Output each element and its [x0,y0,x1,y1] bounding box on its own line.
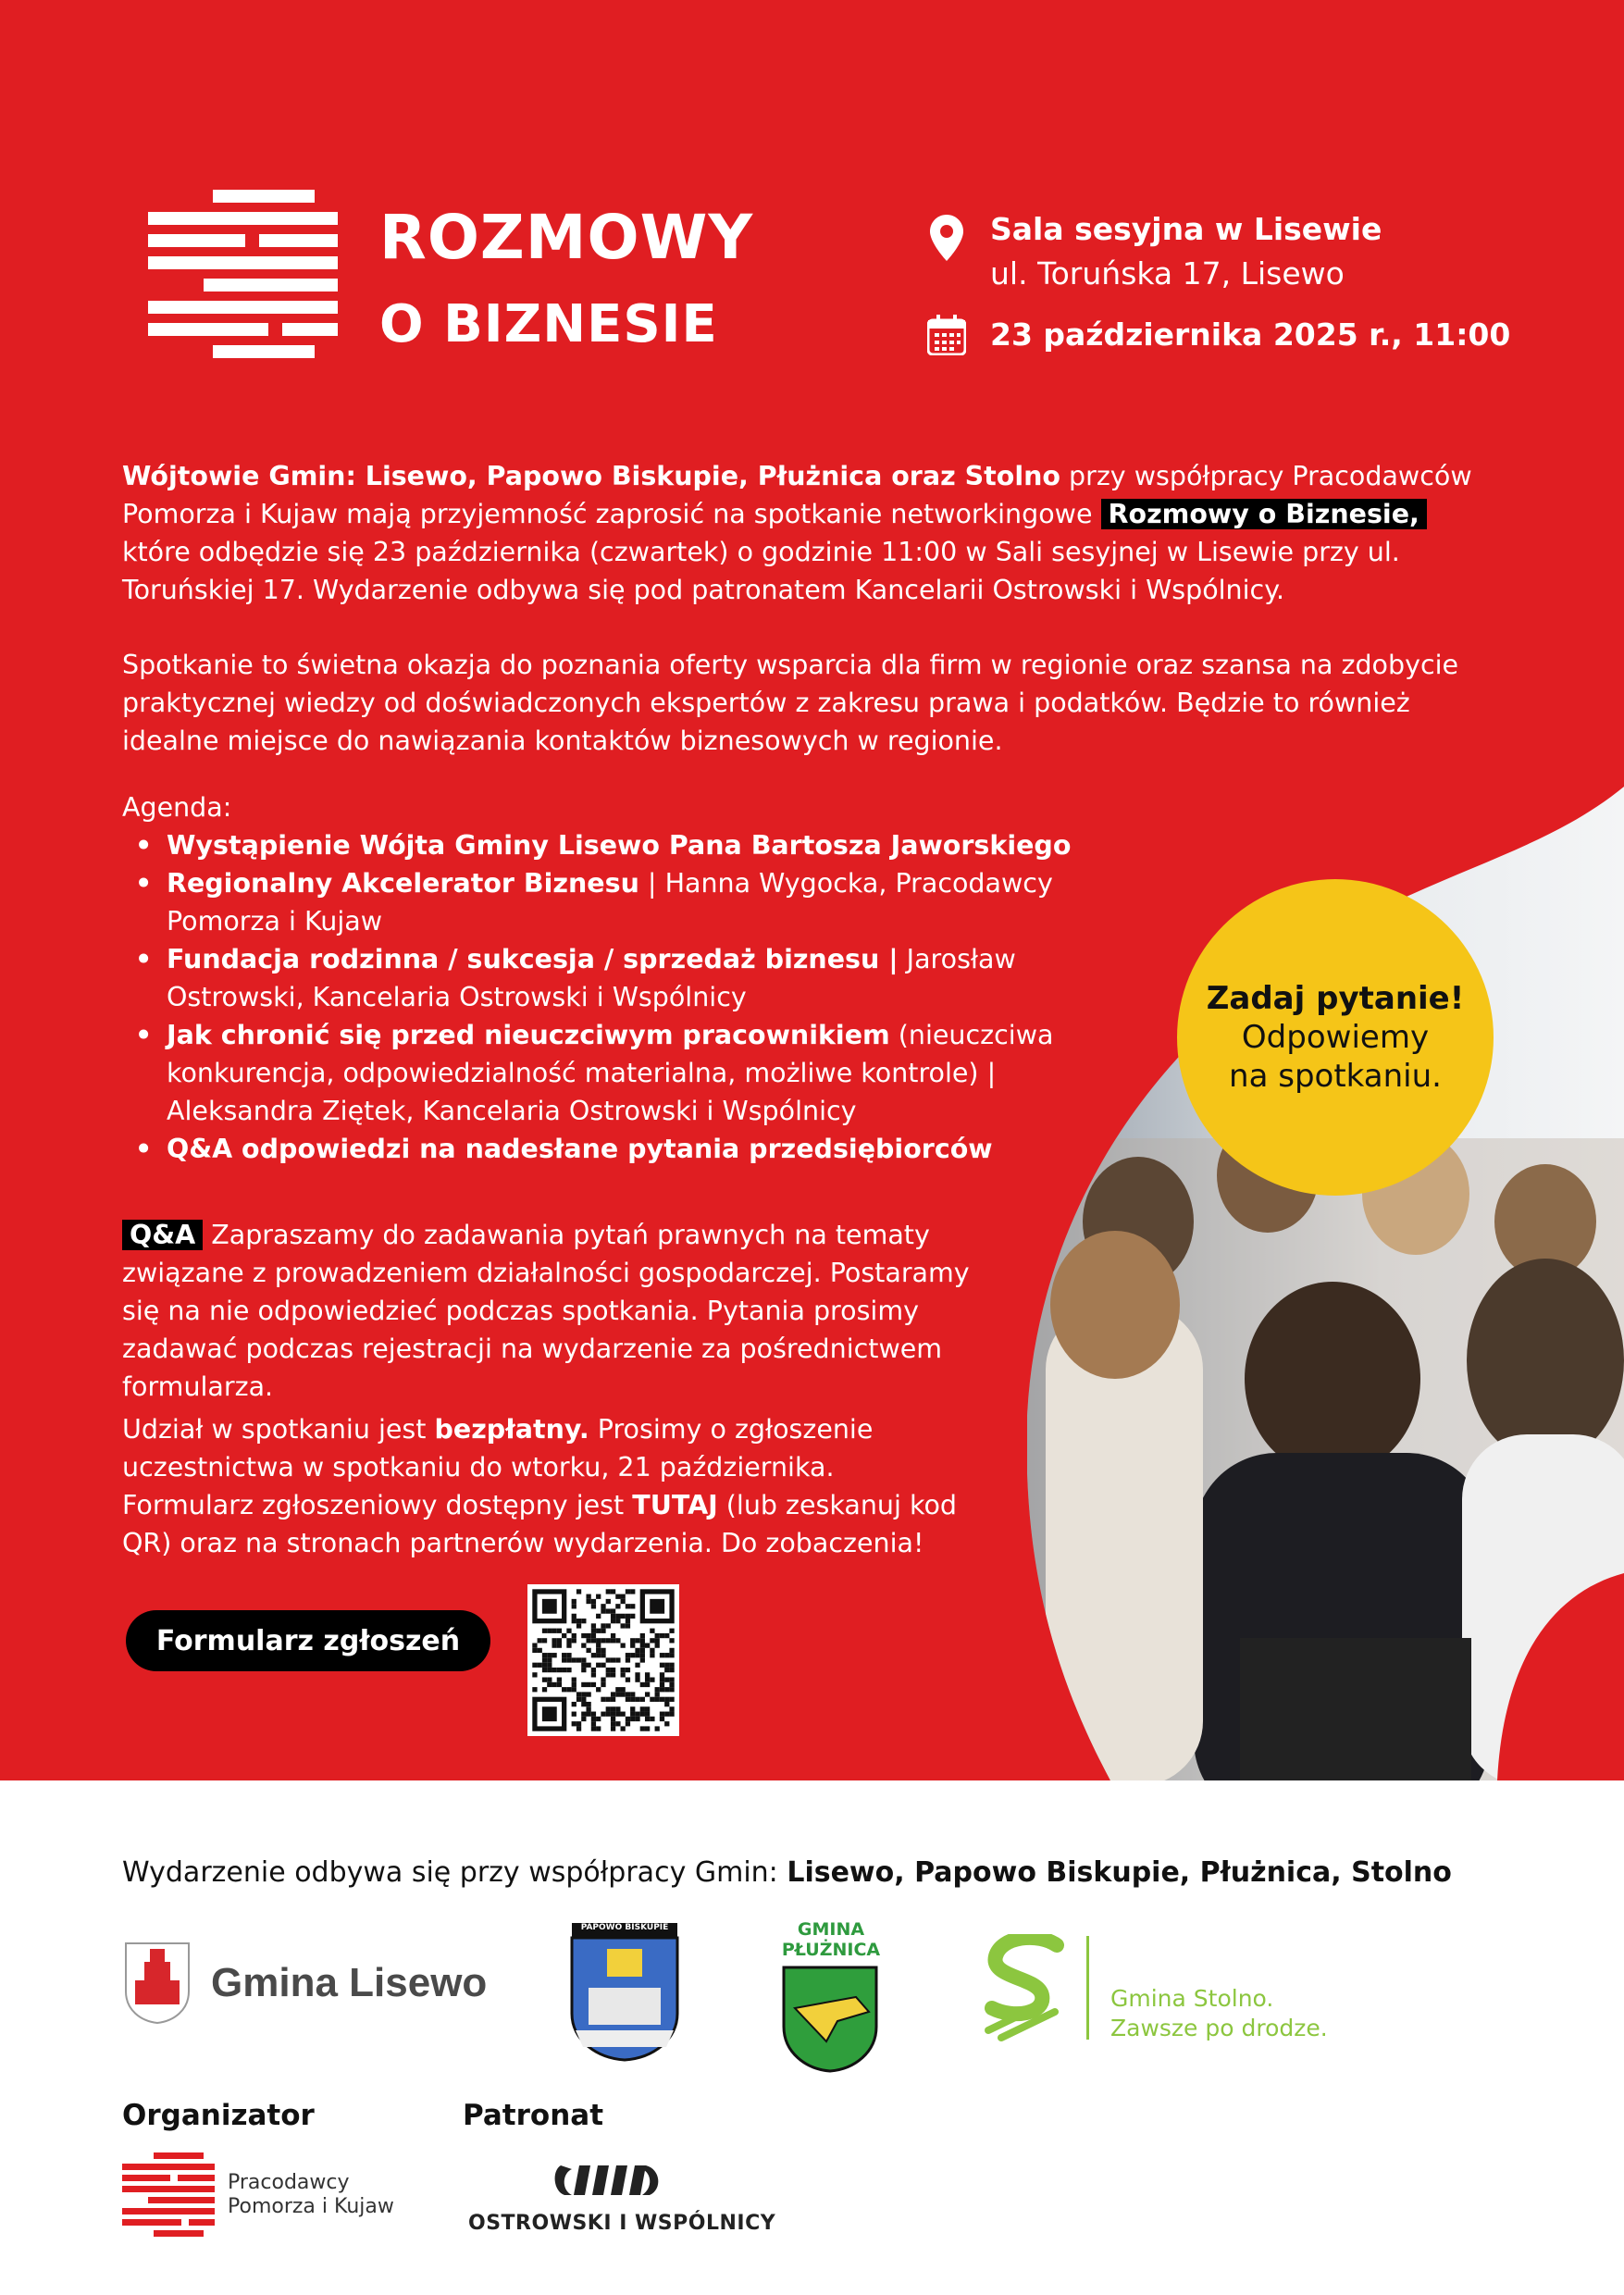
agenda-item [167,826,1122,864]
registration-form-button[interactable]: Formularz zgłoszeń [126,1610,490,1671]
ask-question-bubble [1177,879,1494,1196]
intro-paragraph-2: Spotkanie to świetna okazja do poznania oferty wsparcia dla firm w regionie oraz szansa na zdobycie praktycznej wiedzy od doświadczonych ekspertów z zakresu prawa i podatków. Będzie to również idealne miejsce do nawiązania kontaktów biznesowych w regionie. [122,650,1459,756]
pluznica-line-2: PŁUŻNICA [781,1940,881,1960]
participation-text-a: Udział w spotkaniu jest [122,1414,435,1445]
agenda-section [122,788,1122,1168]
organizer-label: Organizator [122,2099,315,2132]
agenda-label: Agenda: [122,792,232,823]
agenda-item-title: Q&A odpowiedzi na nadesłane pytania przedsiębiorców [167,1134,993,1164]
agenda-item-detail: Jarosław Ostrowski, Kancelaria Ostrowski i Wspólnicy [167,944,1016,1012]
event-name-highlight: Rozmowy o Biznesie, [1101,499,1427,529]
pluznica-logo-text [768,1919,894,1960]
organizer-name [228,2171,394,2219]
agenda-item [167,940,1129,1016]
agenda-item-title: Regionalny Akcelerator Biznesu [167,868,639,899]
organizer-name-line-1: Pracodawcy [228,2171,350,2194]
participation-paragraph [122,1410,973,1562]
pluznica-coat-of-arms [782,1966,878,2073]
lisewo-logo-text: Gmina Lisewo [211,1960,488,2005]
location-name: Sala sesyjna w Lisewie [990,211,1382,247]
location-address: ul. Toruńska 17, Lisewo [990,255,1345,292]
intro-paragraph-1 [122,457,1482,609]
agenda-item-detail: (nieuczciwa konkurencja, odpowiedzialność materialna, możliwe kontrole) | Aleksandra Ziętek, Kancelaria Ostrowski i Wspólnicy [167,1020,1054,1126]
stolno-line-1: Gmina Stolno. [1110,1985,1274,2012]
cooperation-intro: Wydarzenie odbywa się przy współpracy Gmin: [122,1856,787,1889]
calendar-icon [927,315,966,355]
agenda-item-title: Jak chronić się przed nieuczciwym pracownikiem [167,1020,890,1050]
free-label: bezpłatny. [434,1414,589,1445]
participation-text-c: (lub zeskanuj kod QR) oraz na stronach partnerów wydarzenia. Do zobaczenia! [122,1490,957,1558]
agenda-item [167,864,1055,940]
agenda-item-title: Wystąpienie Wójta Gminy Lisewo Pana Bartosza Jaworskiego [167,830,1072,861]
decorative-corner [1490,1573,1624,1780]
intro-organizers: Wójtowie Gmin: Lisewo, Papowo Biskupie, Płużnica oraz Stolno [122,461,1060,491]
papowo-coat-of-arms [570,1921,679,2062]
logo-title-line2: O BIZNESIE [379,294,718,354]
logo-title-line1: ROZMOWY [379,202,754,273]
qr-code[interactable] [527,1584,679,1736]
stolno-logo-text [1110,1984,1328,2043]
patron-name: OSTROWSKI I WSPÓLNICY [468,2212,776,2235]
event-datetime: 23 października 2025 r., 11:00 [990,316,1511,353]
stolno-logo-mark [983,1934,1066,2045]
lisewo-coat-of-arms [122,1940,192,2025]
registration-link[interactable]: TUTAJ [632,1490,718,1520]
rozmowy-logo-mark [148,190,338,361]
papowo-logo-text: PAPOWO BISKUPIE [580,1923,669,1932]
agenda-item [167,1016,1055,1130]
agenda-item-detail: | Hanna Wygocka, Pracodawcy Pomorza i Kujaw [167,868,1053,937]
participation-text-b: Prosimy o zgłoszenie uczestnictwa w spotkaniu do wtorku, 21 października. Formularz zgłoszeniowy dostępny jest [122,1414,874,1520]
stolno-line-2: Zawsze po drodze. [1110,2015,1328,2041]
organizer-name-line-2: Pomorza i Kujaw [228,2195,394,2218]
pluznica-line-1: GMINA [797,1919,865,1940]
organizer-logo-mark [122,2152,215,2238]
patron-label: Patronat [463,2099,604,2132]
qa-tag: Q&A [122,1220,203,1250]
bubble-line-2: Odpowiemy [1241,1019,1430,1056]
qa-paragraph [122,1216,992,1406]
stolno-divider [1086,1936,1089,2040]
agenda-item-title: Fundacja rodzinna / sukcesja / sprzedaż biznesu | [167,944,899,974]
location-pin-icon [930,215,963,261]
patron-logo-mark [552,2162,664,2199]
agenda-list [122,826,1122,1168]
intro-text-b: które odbędzie się 23 października (czwartek) o godzinie 11:00 w Sali sesyjnej w Lisewie przy ul. Toruńskiej 17. Wydarzenie odbywa się pod patronatem Kancelarii Ostrowski i Wspólnicy. [122,537,1400,605]
qa-text: Zapraszamy do zadawania pytań prawnych na tematy związane z prowadzeniem działalności gospodarczej. Postaramy się na nie odpowiedzieć podczas spotkania. Pytania prosimy zadawać podczas rejestracji na wydarzenie za pośrednictwem formularza. [122,1220,970,1402]
agenda-item [167,1130,1122,1168]
intro-text-a: przy współpracy Pracodawców Pomorza i Kujaw mają przyjemność zaprosić na spotkanie networkingowe [122,461,1472,529]
cooperation-municipalities: Lisewo, Papowo Biskupie, Płużnica, Stolno [787,1856,1452,1889]
cooperation-text [122,1856,1452,1889]
bubble-line-3: na spotkaniu. [1229,1058,1442,1095]
bubble-line-1: Zadaj pytanie! [1206,980,1465,1017]
